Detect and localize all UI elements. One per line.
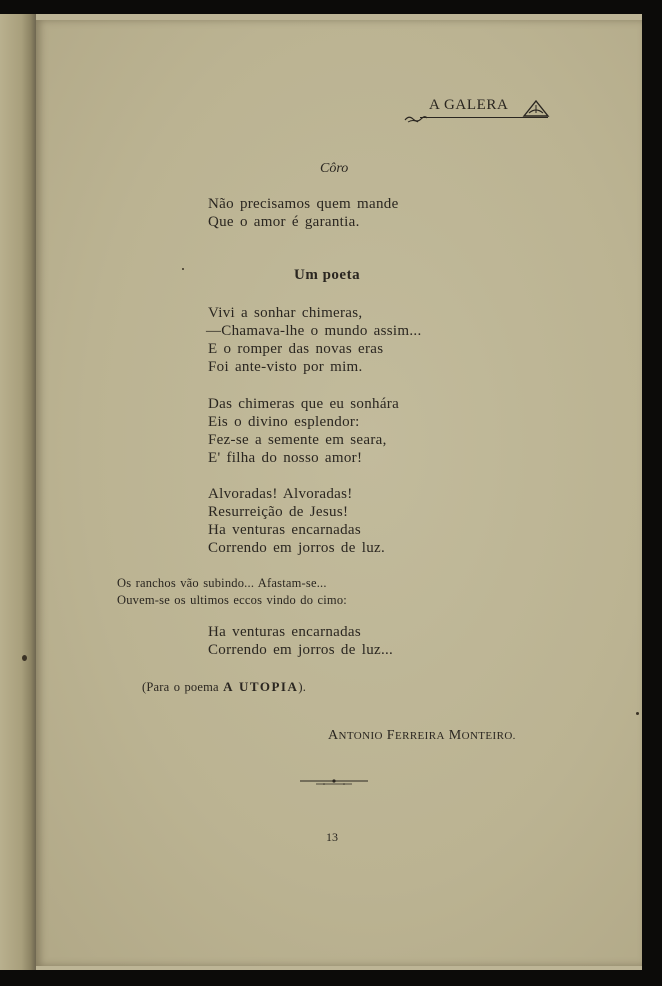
signature-smallcaps: ONTEIRO. <box>461 730 516 742</box>
verse-line: Não precisamos quem mande <box>208 196 399 212</box>
verse-line: Correndo em jorros de luz... <box>208 642 394 658</box>
verse-line: Correndo em jorros de luz. <box>208 540 386 556</box>
foxing-spot <box>636 712 639 715</box>
stage-direction-line: Os ranchos vão subindo... Afastam-se... <box>117 576 327 590</box>
source-note <box>142 678 306 696</box>
verse-line: Eis o divino esplendor: <box>208 414 360 430</box>
verse-line: Ha venturas encarnadas <box>208 624 362 640</box>
wave-flourish-icon <box>404 114 428 124</box>
galley-triangle-icon <box>522 98 550 118</box>
verse-line: E o romper das novas eras <box>208 341 384 357</box>
coro-heading: Côro <box>320 161 349 176</box>
source-note-prefix: (Para o poema <box>142 680 224 694</box>
running-head <box>404 96 554 126</box>
signature-smallcaps: NTONIO <box>338 730 383 742</box>
signature-initial: A <box>328 728 339 743</box>
verse-line: Resurreição de Jesus! <box>208 504 349 520</box>
source-note-suffix: ). <box>298 680 307 694</box>
verse-line: Alvoradas! Alvoradas! <box>208 486 353 502</box>
verse-line: —Chamava-lhe o mundo assim... <box>206 323 422 339</box>
verse-line: Foi ante-visto por mim. <box>208 359 363 375</box>
ornament-rule-icon <box>298 776 370 788</box>
poeta-heading: Um poeta <box>294 267 361 283</box>
verse-line: Vivi a sonhar chimeras, <box>208 305 363 321</box>
book-gutter <box>0 14 36 970</box>
verse-line: Fez-se a semente em seara, <box>208 432 387 448</box>
foxing-spot <box>182 268 184 270</box>
verse-line: Ha venturas encarnadas <box>208 522 362 538</box>
verse-line: E' filha do nosso amor! <box>208 450 363 466</box>
source-work-title: A UTOPIA <box>223 679 299 694</box>
running-head-title: A GALERA <box>429 97 509 113</box>
signature-smallcaps: ERREIRA <box>394 730 445 742</box>
verse-line: Das chimeras que eu sonhára <box>208 396 400 412</box>
signature-initial: M <box>448 728 462 743</box>
verse-line: Que o amor é garantia. <box>208 214 360 230</box>
foxing-spot <box>22 655 27 661</box>
page-number: 13 <box>326 830 338 844</box>
stage-direction-line: Ouvem-se os ultimos eccos vindo do cimo: <box>117 593 347 607</box>
signature-initial: F <box>386 728 395 743</box>
author-signature <box>328 727 516 745</box>
